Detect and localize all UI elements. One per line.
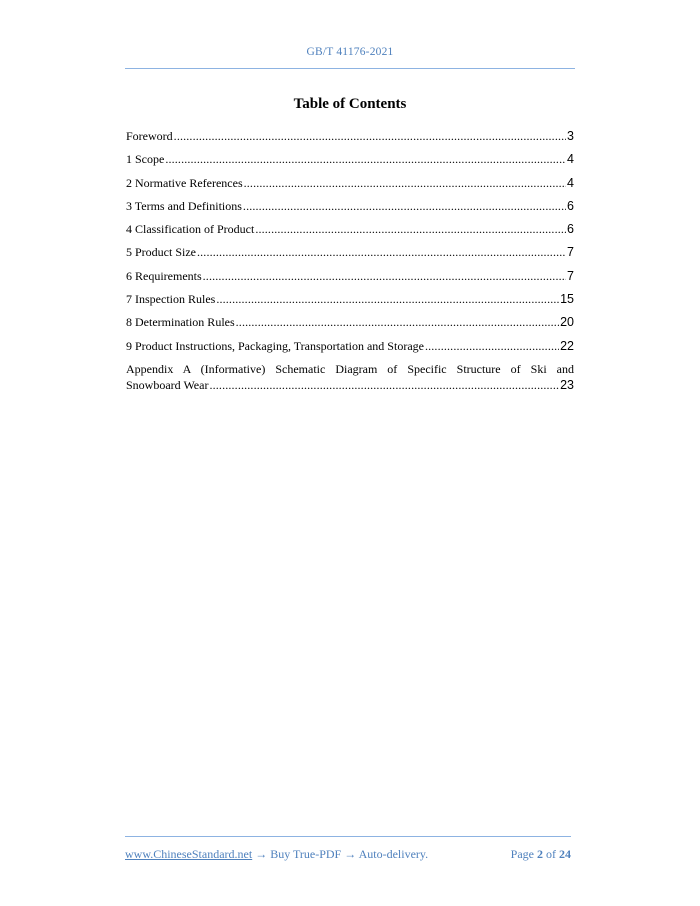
toc-entry-label-continued: Snowboard Wear (126, 377, 209, 392)
current-page-number: 2 (537, 847, 543, 861)
toc-entry-label: 5 Product Size (126, 245, 196, 260)
page-word: Page (510, 847, 534, 861)
toc-entry-appendix-a[interactable] (126, 361, 574, 393)
toc-entry-label: 4 Classification of Product (126, 222, 255, 237)
toc-dot-leader (255, 221, 566, 237)
toc-dot-leader (209, 377, 559, 393)
toc-entry-label: 6 Requirements (126, 268, 202, 283)
document-footer (125, 847, 571, 862)
page-title: Table of Contents (293, 96, 407, 112)
toc-entry-label: 8 Determination Rules (126, 315, 235, 330)
toc-dot-leader (425, 338, 559, 354)
toc-entry-label: 9 Product Instructions, Packaging, Transportation and Storage (126, 338, 424, 353)
toc-dot-leader (236, 314, 559, 330)
toc-entry-terms-and-definitions[interactable] (126, 198, 574, 221)
footer-divider (125, 836, 571, 837)
toc-dot-leader (197, 244, 566, 260)
toc-entry-requirements[interactable] (126, 268, 574, 291)
toc-entry-page: 3 (567, 129, 574, 143)
buy-pdf-text: Buy True-PDF (270, 847, 342, 861)
page-indicator (511, 847, 571, 862)
toc-entry-determination-rules[interactable] (126, 314, 574, 337)
toc-entry-classification-of-product[interactable] (126, 221, 574, 244)
toc-entry-page: 7 (567, 268, 574, 283)
table-of-contents (126, 128, 574, 393)
toc-entry-foreword[interactable] (126, 128, 574, 151)
document-header: GB/T 41176-2021 (306, 46, 394, 58)
toc-entry-page: 6 (567, 222, 574, 237)
toc-entry-normative-references[interactable] (126, 175, 574, 198)
toc-entry-page: 7 (567, 245, 574, 260)
arrow-right-icon: → (252, 847, 271, 861)
toc-entry-label: 3 Terms and Definitions (126, 198, 242, 213)
toc-dot-leader (243, 198, 566, 214)
website-link[interactable]: www.ChineseStandard.net (125, 847, 253, 861)
page-of-word: of (546, 847, 556, 861)
total-page-count: 24 (559, 847, 571, 861)
toc-dot-leader (203, 268, 566, 284)
toc-dot-leader (174, 128, 566, 144)
toc-entry-label: 2 Normative References (126, 175, 243, 190)
toc-entry-page: 20 (560, 315, 574, 330)
arrow-right-icon: → (341, 847, 359, 861)
toc-entry-inspection-rules[interactable] (126, 291, 574, 314)
toc-entry-page: 4 (567, 152, 574, 167)
toc-entry-page: 23 (560, 377, 574, 392)
toc-entry-label: Appendix A (Informative) Schematic Diagram of Specific Structure of Ski and (126, 361, 574, 376)
toc-entry-page: 22 (560, 338, 574, 353)
toc-entry-label: 7 Inspection Rules (126, 292, 216, 307)
toc-dot-leader (244, 175, 566, 191)
toc-entry-page: 15 (560, 292, 574, 307)
toc-entry-page: 4 (567, 175, 574, 190)
toc-entry-page: 6 (567, 198, 574, 213)
toc-entry-scope[interactable] (126, 151, 574, 174)
toc-dot-leader (165, 151, 566, 167)
header-divider (125, 68, 575, 69)
auto-delivery-text: Auto-delivery. (358, 847, 429, 861)
toc-dot-leader (216, 291, 559, 307)
footer-promo (125, 847, 428, 862)
toc-entry-product-size[interactable] (126, 244, 574, 267)
toc-entry-product-instructions[interactable] (126, 338, 574, 361)
toc-entry-label: Foreword (126, 129, 173, 143)
toc-entry-label: 1 Scope (126, 152, 165, 167)
